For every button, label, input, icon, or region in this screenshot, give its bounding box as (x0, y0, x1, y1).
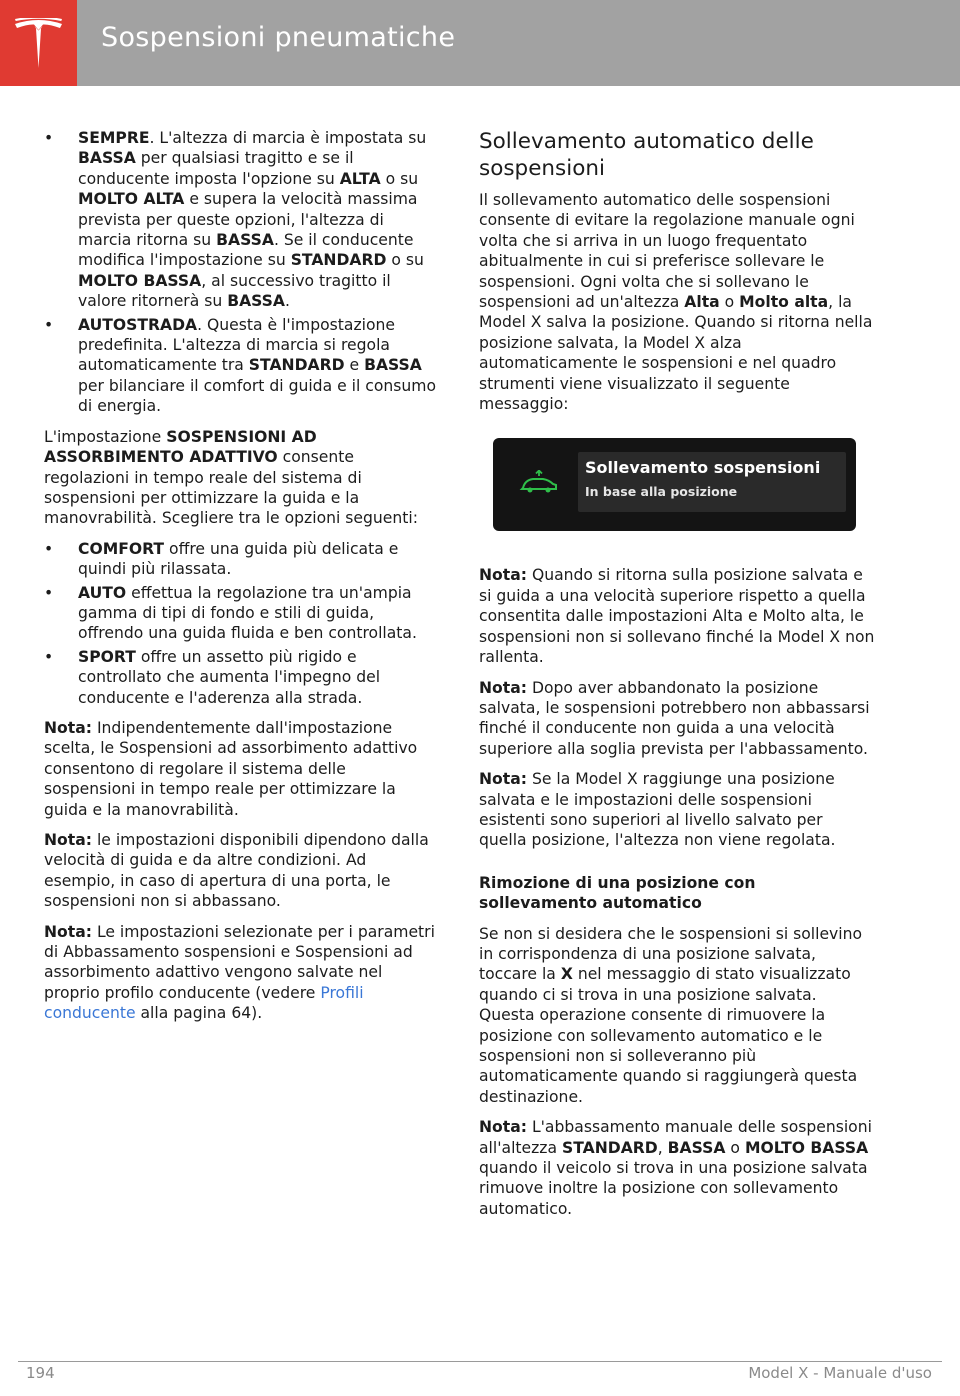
message-subtitle: In base alla posizione (585, 484, 738, 500)
message-text-panel (578, 452, 846, 512)
footer-divider (18, 1361, 942, 1362)
manual-title: Model X - Manuale d'uso (748, 1364, 932, 1382)
left-column (44, 128, 440, 1034)
driver-profiles-link[interactable]: Profili conducente (44, 983, 364, 1023)
note: Nota: Le impostazioni selezionate per i parametri di Abbassamento sospensioni e Sospensioni ad assorbimento adattivo vengono salvate nel proprio profilo conducente (vedere Profili conducente alla pagina 64). (44, 922, 435, 1023)
brand-logo (0, 0, 77, 86)
list-item: • SPORT offre un assetto più rigido e controllato che aumenta l'impegno del conducente e l'aderenza alla strada. (44, 647, 381, 707)
message-title: Sollevamento sospensioni (585, 458, 821, 478)
damping-options-list (44, 539, 440, 708)
list-item: • AUTO effettua la regolazione tra un'ampia gamma di tipi di fondo e stili di guida, offrendo una guida fluida e ben controllata. (44, 583, 417, 643)
page-number: 194 (26, 1364, 55, 1382)
section-heading: Sollevamento automatico delle sospensioni (479, 129, 814, 181)
paragraph: L'impostazione SOSPENSIONI AD ASSORBIMENTO ADATTIVO consente regolazioni in tempo reale del sistema di sospensioni per ottimizzare la guida e la manovrabilità. Scegliere tra le opzioni seguenti: (44, 427, 418, 528)
page-title: Sospensioni pneumatiche (101, 22, 456, 53)
list-item: • SEMPRE. L'altezza di marcia è impostata su BASSA per qualsiasi tragitto e se il conducente imposta l'opzione su ALTA o su MOLTO ALTA e supera la velocità massima prevista per queste opzioni, l'altezza di marcia ritorna su BASSA. Se il conducente modifica l'impostazione su STANDARD o su MOLTO BASSA, al successivo tragitto il valore ritornerà su BASSA. (44, 129, 427, 311)
paragraph: Il sollevamento automatico delle sospensioni consente di evitare la regolazione manuale ogni volta che si arriva in un luogo frequentato abitualmente in cui si preferisce sollevare le sospensioni. Ogni volta che si sollevano le sospensioni ad un'altezza Alta o Molto alta, la Model X salva la posizione. Quando si ritorna nella posizione salvata, la Model X alza automaticamente le sospensioni e nel quadro strumenti viene visualizzato il seguente messaggio: (479, 191, 873, 414)
suspension-raise-message (493, 438, 856, 531)
ride-height-list (44, 128, 440, 417)
note: Nota: L'abbassamento manuale delle sospensioni all'altezza STANDARD, BASSA o MOLTO BASSA quando il veicolo si trova in una posizione salvata rimuove inoltre la posizione con sollevamento automatico. (479, 1118, 872, 1218)
note: Nota: Dopo aver abbandonato la posizione salvata, le sospensioni potrebbero non abbassarsi finché il conducente non guida a una velocità superiore alla soglia prevista per l'abbassamento. (479, 678, 870, 758)
car-raise-icon (519, 470, 559, 496)
note: Nota: Indipendentemente dall'impostazione scelta, le Sospensioni ad assorbimento adattivo consentono di regolare il sistema delle sospensioni in tempo reale per ottimizzare la guida e la manovrabilità. (44, 718, 418, 819)
note: Nota: Quando si ritorna sulla posizione salvata e si guida a una velocità superiore rispetto a quella consentita dalle impostazioni Alta e Molto alta, le sospensioni non si sollevano finché la Model X non rallenta. (479, 566, 875, 667)
note: Nota: le impostazioni disponibili dipendono dalla velocità di guida e da altre condizioni. Ad esempio, in caso di apertura di una porta, le sospensioni non si abbassano. (44, 831, 429, 911)
list-item: • AUTOSTRADA. Questa è l'impostazione predefinita. L'altezza di marcia si regola automaticamente tra STANDARD e BASSA per bilanciare il comfort di guida e il consumo di energia. (44, 315, 437, 416)
right-column (479, 128, 875, 1229)
paragraph: Se non si desidera che le sospensioni si sollevino in corrispondenza di una posizione salvata, toccare la X nel messaggio di stato visualizzato quando ci si trova in una posizione salvata. Questa operazione consente di rimuovere la posizione con sollevamento automatico e le sospensioni non si solleveranno più automaticamente quando si raggiungerà questa destinazione. (479, 924, 863, 1106)
subsection-heading: Rimozione di una posizione con sollevamento automatico (479, 873, 756, 913)
page-header (0, 0, 960, 86)
tesla-logo-icon (13, 18, 64, 68)
list-item: • COMFORT offre una guida più delicata e quindi più rilassata. (44, 539, 399, 579)
note: Nota: Se la Model X raggiunge una posizione salvata e le impostazioni delle sospensioni esistenti sono superiori al livello salvato per quella posizione, l'altezza non viene regolata. (479, 770, 836, 850)
